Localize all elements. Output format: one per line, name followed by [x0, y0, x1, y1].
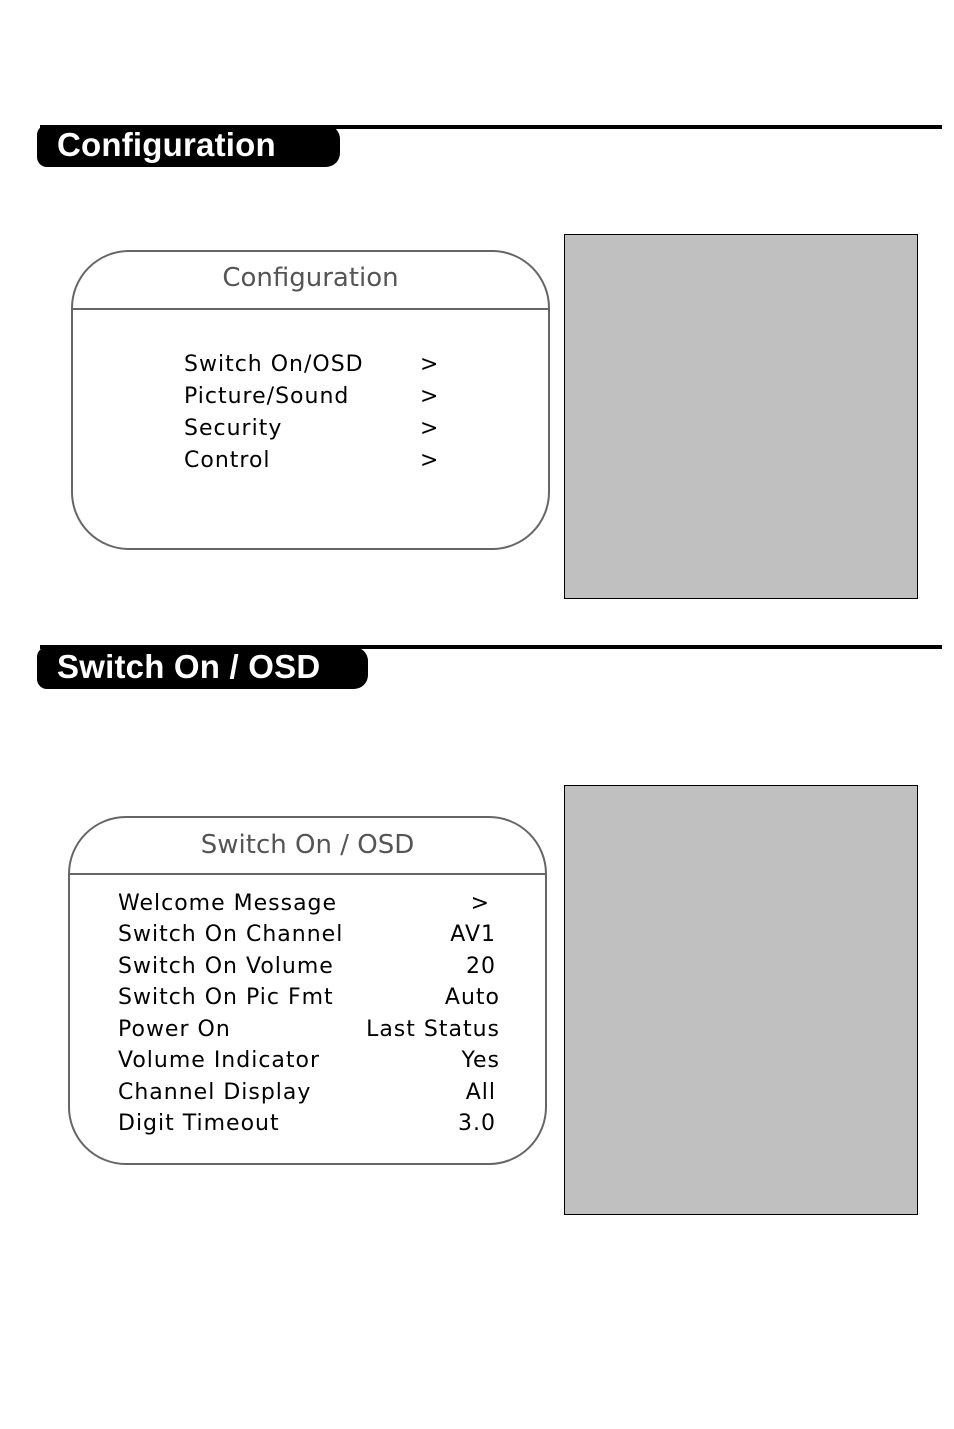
menu-item-label: Welcome Message [118, 891, 338, 916]
chevron-right-icon: > [470, 891, 490, 916]
configuration-menu [71, 250, 550, 550]
menu-item-label: Volume Indicator [118, 1048, 321, 1073]
menu-title: Switch On / OSD [200, 830, 415, 860]
menu-item-label: Channel Display [118, 1080, 312, 1105]
menu-divider [70, 873, 545, 875]
menu-item-channel-display[interactable] [118, 1080, 500, 1110]
chevron-right-icon: > [420, 384, 440, 409]
menu-item-control[interactable] [184, 448, 454, 478]
menu-item-label: Switch On Channel [118, 922, 344, 947]
switch-on-osd-menu [68, 816, 547, 1165]
menu-item-value: 20 [466, 954, 496, 979]
menu-item-label: Control [184, 448, 271, 473]
menu-item-label: Digit Timeout [118, 1111, 280, 1136]
menu-item-value: AV1 [450, 922, 496, 947]
chevron-right-icon: > [420, 352, 440, 377]
menu-item-value: 3.0 [458, 1111, 496, 1136]
menu-item-value: Auto [444, 985, 500, 1010]
menu-title: Configuration [222, 263, 399, 293]
menu-item-welcome-message[interactable] [118, 891, 500, 921]
section-heading-switch-on-osd: Switch On / OSD [37, 647, 368, 689]
menu-item-value: Yes [461, 1048, 500, 1073]
chevron-right-icon: > [420, 416, 440, 441]
menu-item-switch-on-channel[interactable] [118, 922, 500, 952]
menu-item-label: Picture/Sound [184, 384, 350, 409]
screen-preview-panel [564, 785, 918, 1215]
menu-item-security[interactable] [184, 416, 454, 446]
menu-item-digit-timeout[interactable] [118, 1111, 500, 1141]
menu-item-switch-on-pic-fmt[interactable] [118, 985, 500, 1015]
menu-item-switch-on-osd[interactable] [184, 352, 454, 382]
menu-item-label: Switch On/OSD [184, 352, 364, 377]
menu-item-volume-indicator[interactable] [118, 1048, 500, 1078]
menu-item-picture-sound[interactable] [184, 384, 454, 414]
menu-item-switch-on-volume[interactable] [118, 954, 500, 984]
menu-item-label: Power On [118, 1017, 231, 1042]
menu-item-value: All [465, 1080, 496, 1105]
chevron-right-icon: > [420, 448, 440, 473]
menu-item-value: Last Status [366, 1017, 500, 1042]
menu-item-label: Security [184, 416, 283, 441]
menu-item-label: Switch On Volume [118, 954, 334, 979]
menu-divider [73, 308, 548, 310]
screen-preview-panel [564, 234, 918, 599]
menu-item-label: Switch On Pic Fmt [118, 985, 334, 1010]
section-heading-configuration: Configuration [37, 125, 340, 167]
menu-item-power-on[interactable] [118, 1017, 500, 1047]
